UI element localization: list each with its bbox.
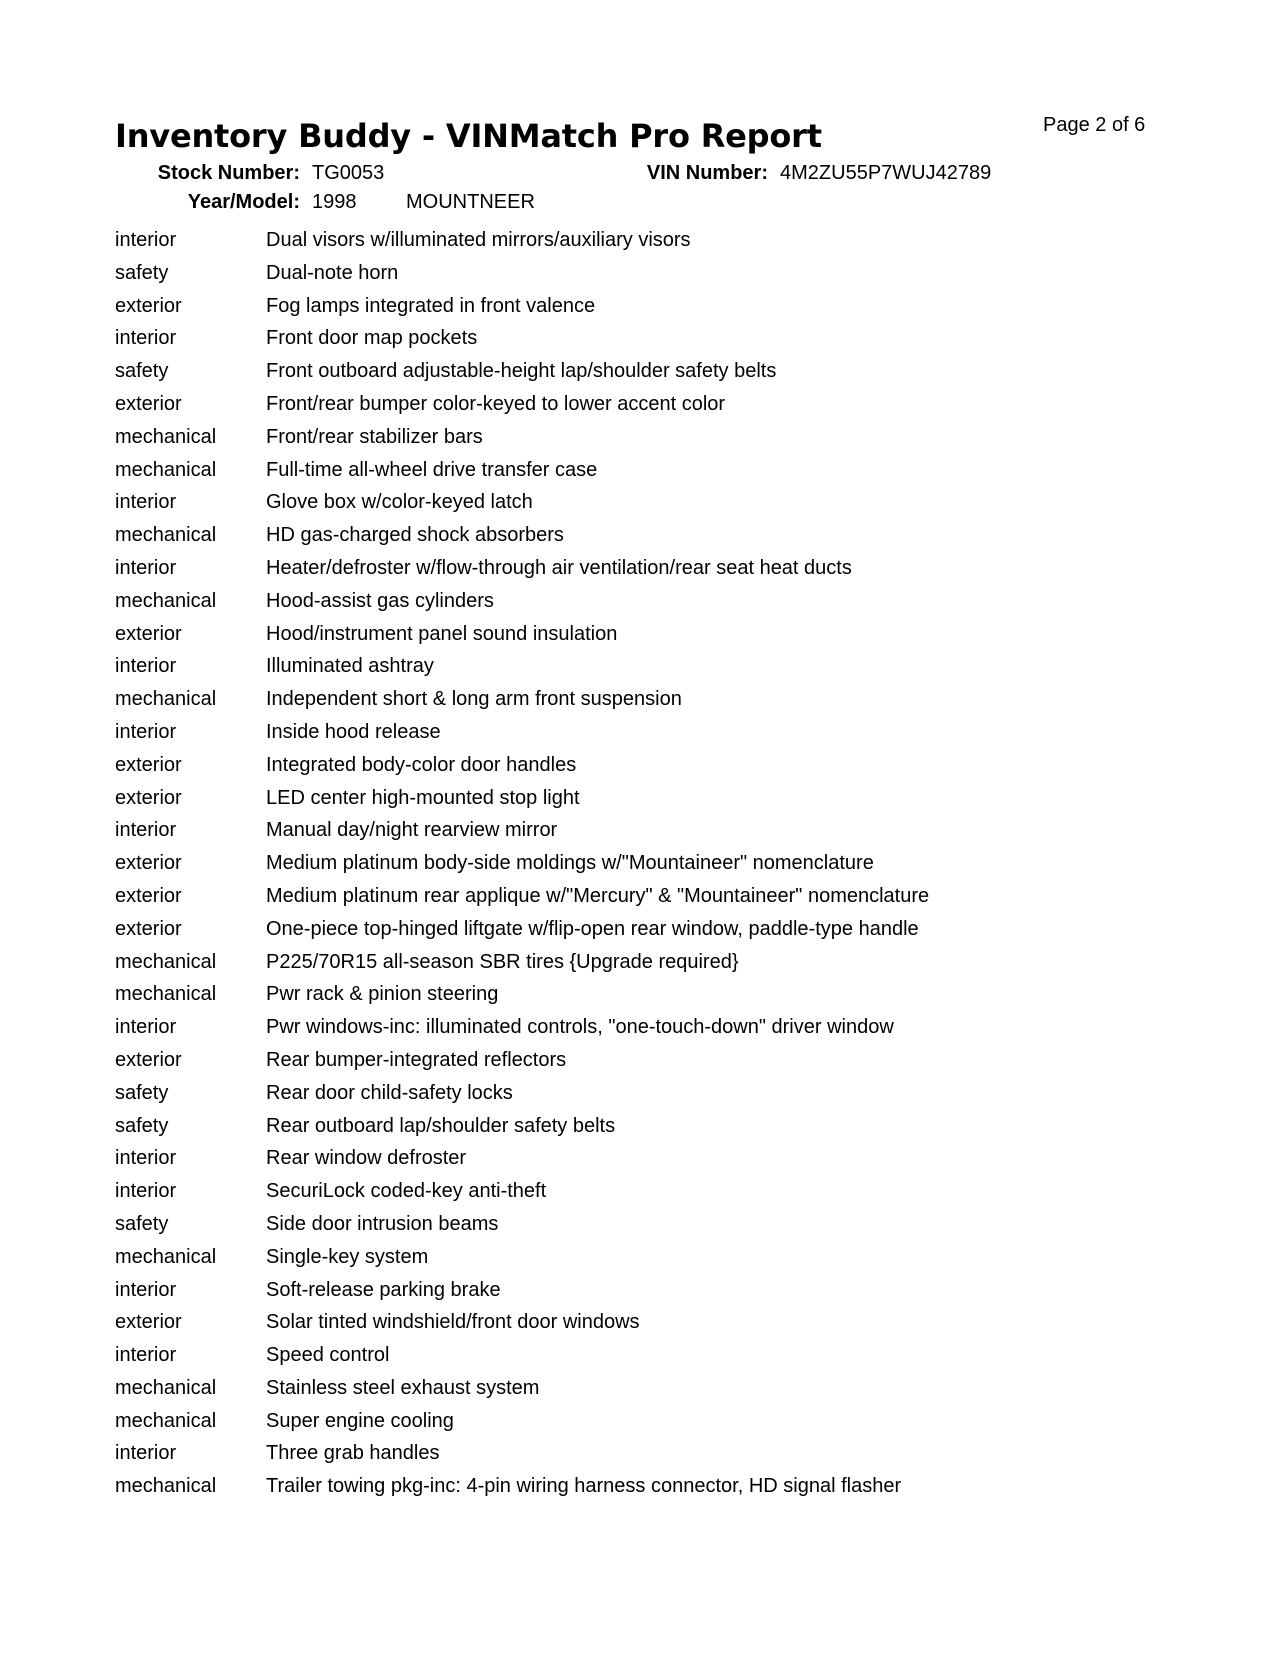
feature-category: interior xyxy=(115,1344,177,1367)
feature-category: interior xyxy=(115,491,177,514)
feature-category: mechanical xyxy=(115,458,217,481)
feature-description: Soft-release parking brake xyxy=(266,1278,501,1301)
feature-description: Heater/defroster w/flow-through air ventilation/rear seat heat ducts xyxy=(266,556,852,579)
page-indicator: Page 2 of 6 xyxy=(1043,114,1146,136)
feature-row xyxy=(115,1113,1215,1146)
feature-description: Stainless steel exhaust system xyxy=(266,1376,540,1399)
feature-row xyxy=(115,1047,1215,1080)
feature-row xyxy=(115,883,1215,916)
feature-category: interior xyxy=(115,819,177,842)
feature-description: Rear outboard lap/shoulder safety belts xyxy=(266,1114,616,1137)
feature-row xyxy=(115,752,1215,785)
feature-category: exterior xyxy=(115,1311,182,1334)
feature-description: Glove box w/color-keyed latch xyxy=(266,491,533,514)
feature-description: Side door intrusion beams xyxy=(266,1212,499,1235)
feature-description: Front/rear bumper color-keyed to lower accent color xyxy=(266,392,726,415)
feature-category: exterior xyxy=(115,622,182,645)
feature-row xyxy=(115,949,1215,982)
feature-row xyxy=(115,1080,1215,1113)
feature-row xyxy=(115,1145,1215,1178)
feature-category: interior xyxy=(115,1278,177,1301)
feature-category: interior xyxy=(115,720,177,743)
vin-number-label: VIN Number: xyxy=(646,162,768,184)
year-value: 1998 xyxy=(312,191,357,213)
feature-row xyxy=(115,1014,1215,1047)
feature-row xyxy=(115,916,1215,949)
feature-category: interior xyxy=(115,327,177,350)
feature-category: interior xyxy=(115,655,177,678)
feature-category: mechanical xyxy=(115,425,217,448)
feature-description: Hood-assist gas cylinders xyxy=(266,589,494,612)
feature-description: Single-key system xyxy=(266,1245,429,1268)
feature-description: One-piece top-hinged liftgate w/flip-open rear window, paddle-type handle xyxy=(266,917,919,940)
feature-category: exterior xyxy=(115,294,182,317)
stock-number-label: Stock Number: xyxy=(157,162,300,184)
feature-row xyxy=(115,1244,1215,1277)
year-model-label: Year/Model: xyxy=(187,191,300,213)
feature-description: Rear bumper-integrated reflectors xyxy=(266,1048,567,1071)
feature-description: SecuriLock coded-key anti-theft xyxy=(266,1180,547,1203)
feature-row xyxy=(115,555,1215,588)
feature-category: exterior xyxy=(115,917,182,940)
feature-row xyxy=(115,489,1215,522)
feature-row xyxy=(115,621,1215,654)
feature-description: LED center high-mounted stop light xyxy=(266,786,580,809)
feature-description: Front door map pockets xyxy=(266,327,478,350)
model-value: MOUNTNEER xyxy=(406,191,535,213)
feature-category: interior xyxy=(115,1016,177,1039)
feature-category: mechanical xyxy=(115,950,217,973)
feature-category: interior xyxy=(115,229,177,251)
feature-description: Hood/instrument panel sound insulation xyxy=(266,622,618,645)
feature-description: Dual visors w/illuminated mirrors/auxiliary visors xyxy=(266,229,691,251)
feature-row xyxy=(115,686,1215,719)
feature-row xyxy=(115,325,1215,358)
feature-description: Medium platinum rear applique w/"Mercury" & "Mountaineer" nomenclature xyxy=(266,884,930,907)
feature-row xyxy=(115,850,1215,883)
feature-row xyxy=(115,260,1215,293)
feature-description: Medium platinum body-side moldings w/"Mountaineer" nomenclature xyxy=(266,852,874,875)
feature-category: interior xyxy=(115,556,177,579)
feature-row xyxy=(115,1342,1215,1375)
feature-row xyxy=(115,1178,1215,1211)
feature-category: exterior xyxy=(115,786,182,809)
feature-description: Rear door child-safety locks xyxy=(266,1081,513,1104)
feature-category: mechanical xyxy=(115,524,217,547)
feature-row xyxy=(115,1309,1215,1342)
feature-description: Pwr rack & pinion steering xyxy=(266,983,499,1006)
feature-description: Independent short & long arm front suspension xyxy=(266,688,682,711)
feature-description: Solar tinted windshield/front door windows xyxy=(266,1311,640,1334)
feature-row xyxy=(115,293,1215,326)
feature-category: mechanical xyxy=(115,1409,217,1432)
feature-description: Illuminated ashtray xyxy=(266,655,434,678)
feature-row xyxy=(115,785,1215,818)
feature-row xyxy=(115,981,1215,1014)
feature-row xyxy=(115,719,1215,752)
feature-row xyxy=(115,1440,1215,1473)
feature-category: mechanical xyxy=(115,983,217,1006)
feature-row xyxy=(115,1375,1215,1408)
feature-row xyxy=(115,424,1215,457)
feature-category: mechanical xyxy=(115,1245,217,1268)
feature-row xyxy=(115,1211,1215,1244)
feature-row xyxy=(115,588,1215,621)
feature-category: exterior xyxy=(115,753,182,776)
feature-category: safety xyxy=(115,360,169,383)
report-title: Inventory Buddy - VINMatch Pro Report xyxy=(115,117,822,155)
feature-description: Super engine cooling xyxy=(266,1409,454,1432)
feature-description: Speed control xyxy=(266,1344,390,1367)
feature-description: P225/70R15 all-season SBR tires {Upgrade required} xyxy=(266,950,739,973)
feature-row xyxy=(115,227,1215,260)
stock-number-value: TG0053 xyxy=(312,162,385,184)
feature-row xyxy=(115,817,1215,850)
feature-description: Full-time all-wheel drive transfer case xyxy=(266,458,598,481)
feature-description: Rear window defroster xyxy=(266,1147,467,1170)
feature-description: Integrated body-color door handles xyxy=(266,753,577,776)
feature-description: Manual day/night rearview mirror xyxy=(266,819,558,842)
feature-row xyxy=(115,522,1215,555)
feature-description: Fog lamps integrated in front valence xyxy=(266,294,596,317)
feature-category: mechanical xyxy=(115,589,217,612)
feature-category: exterior xyxy=(115,392,182,415)
feature-category: exterior xyxy=(115,1048,182,1071)
feature-description: Three grab handles xyxy=(266,1442,440,1465)
feature-row xyxy=(115,457,1215,490)
feature-description: Dual-note horn xyxy=(266,261,399,284)
feature-category: safety xyxy=(115,1081,169,1104)
feature-row xyxy=(115,653,1215,686)
feature-row xyxy=(115,1408,1215,1441)
feature-category: safety xyxy=(115,1114,169,1137)
feature-description: HD gas-charged shock absorbers xyxy=(266,524,564,547)
feature-category: interior xyxy=(115,1442,177,1465)
feature-description: Front outboard adjustable-height lap/shoulder safety belts xyxy=(266,360,777,383)
feature-category: safety xyxy=(115,1212,169,1235)
feature-category: mechanical xyxy=(115,1376,217,1399)
feature-category: interior xyxy=(115,1147,177,1170)
feature-row xyxy=(115,358,1215,391)
feature-description: Pwr windows-inc: illuminated controls, "one-touch-down" driver window xyxy=(266,1016,894,1039)
feature-category: mechanical xyxy=(115,1475,217,1498)
feature-row xyxy=(115,391,1215,424)
feature-description: Trailer towing pkg-inc: 4-pin wiring harness connector, HD signal flasher xyxy=(266,1475,902,1498)
feature-description: Inside hood release xyxy=(266,720,441,743)
feature-category: interior xyxy=(115,1180,177,1203)
feature-category: exterior xyxy=(115,852,182,875)
vin-number-value: 4M2ZU55P7WUJ42789 xyxy=(780,162,992,184)
feature-row xyxy=(115,1277,1215,1310)
feature-row xyxy=(115,1473,1215,1506)
feature-category: safety xyxy=(115,261,169,284)
feature-list xyxy=(115,227,1215,1506)
feature-category: mechanical xyxy=(115,688,217,711)
feature-category: exterior xyxy=(115,884,182,907)
feature-description: Front/rear stabilizer bars xyxy=(266,425,483,448)
